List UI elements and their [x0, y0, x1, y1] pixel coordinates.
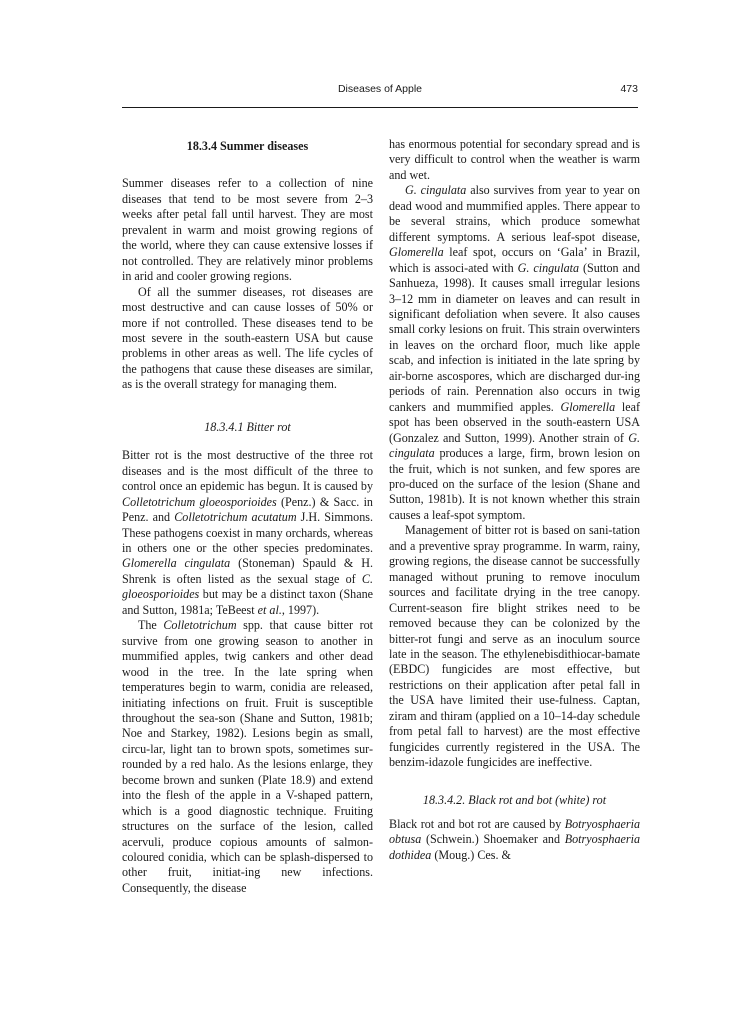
subsection-heading: 18.3.4.1 Bitter rot — [204, 419, 291, 434]
paragraph — [122, 285, 373, 393]
paragraph — [389, 817, 640, 863]
left-column — [122, 137, 373, 896]
text-run: (Stoneman) Spauld & H. Shrenk is often listed as the sexual stage of — [122, 556, 373, 586]
paragraph — [389, 137, 640, 183]
text-run: Summer diseases refer to a collection of nine diseases that tend to be most severe from 2–3 weeks after petal fall until harvest. They are most prevalent in warm and moist growing regions of the world, where they can cause extensive losses if not controlled. They are relatively minor problems in arid and cooler growing regions. — [122, 176, 373, 284]
text-run: but may be a distinct taxon (Shane and Sutton, 1981a; TeBeest — [122, 587, 373, 617]
text-run: Black rot and bot rot are caused by — [389, 817, 565, 832]
paragraph — [122, 448, 373, 618]
text-run: , 1997). — [281, 602, 320, 617]
text-run: Management of bitter rot is based on sani-tation and a preventive spray programme. In warm, rainy, growing regions, the disease cannot be successfully managed without pruning to remove inoculum sources and facilitate drying in the tree canopy. Current-season fire blight strikes need to be removed because they can be colonized by the bitter-rot fungi and serve as an inoculum source late in the season. The ethylenebisdithiocar-bamate (EBDC) fungicides are most effective, but restrictions on their application after petal fall in the USA have limited their use-fulness. Captan, ziram and thiram (applied on a 10–14-day schedule from petal fall to harvest) are the most effective fungicides currently registered in the USA. The benzim-idazole fungicides are ineffective. — [389, 523, 640, 770]
text-run: The — [138, 618, 164, 633]
right-column — [389, 137, 640, 863]
italic-term: Glomerella cingulata — [122, 556, 231, 571]
italic-term: G. cingulata — [405, 183, 467, 198]
italic-term: Colletotrichum gloeosporioides — [122, 494, 277, 509]
italic-term: G. cingulata — [389, 430, 640, 461]
italic-term: C. gloeosporioides — [122, 571, 373, 602]
italic-term: Colletotrichum acutatum — [174, 510, 297, 525]
section-heading: 18.3.4 Summer diseases — [186, 139, 309, 153]
text-run: (Penz.) & Sacc. in Penz. and — [122, 494, 373, 525]
text-run: (Sutton and Sanhueza, 1998). It causes small irregular lesions 3–12 mm in diameter on leaves and can result in significant defoliation when severe. It also causes small corky lesions on fruit. This strain overwinters in leaves on the orchard floor, much like apple scab, and infection is initiated in the late spring by air-borne ascospores, which are discharged dur-ing periods of rain. Perennation also occurs in twig cankers and mummified apples. — [389, 260, 640, 414]
header-rule — [122, 107, 638, 108]
paragraph — [122, 176, 373, 284]
italic-term: Colletotrichum — [163, 618, 237, 633]
italic-term: et al. — [257, 602, 282, 617]
text-run: Bitter rot is the most destructive of the three rot diseases and is the most difficult of the three to control once an epidemic has begun. It is caused by — [122, 448, 373, 494]
text-run: J.H. Simmons. These pathogens coexist in many orchards, whereas in others one or the other species predominates. — [122, 510, 374, 555]
text-run: produces a large, firm, brown lesion on the fruit, which is not sunken, and few spores are pro-duced on the surface of the lesion (Shane and Sutton, 1981b). It is not known whether this strain causes a leaf-spot symptom. — [389, 446, 640, 522]
italic-term: Glomerella — [389, 245, 444, 260]
page-number: 473 — [620, 83, 638, 95]
italic-term: Botryosphaeria dothidea — [389, 832, 640, 862]
text-run: also survives from year to year on dead wood and mummified apples. There appear to be several strains, which produce somewhat different symptoms. A serious leaf-spot disease, — [389, 183, 640, 244]
text-run: Of all the summer diseases, rot diseases are most destructive and can cause losses of 50% or more if not controlled. These diseases tend to be most severe in the south-eastern USA but cause problems in other areas as well. The life cycles of the pathogens that cause these diseases are similar, as is the overall strategy for managing them. — [122, 284, 373, 392]
text-run: has enormous potential for secondary spread and is very difficult to control when the weather is warm and wet. — [389, 137, 640, 182]
running-head — [122, 83, 638, 99]
italic-term: G. cingulata — [517, 260, 580, 275]
text-run: leaf spot, occurs on ‘Gala’ in Brazil, which is associ-ated with — [389, 245, 640, 275]
text-run: (Schwein.) Shoemaker and — [421, 832, 565, 847]
text-run: leaf spot has been observed in the south-eastern USA (Gonzalez and Sutton, 1999). Another strain of — [389, 399, 640, 445]
paragraph — [122, 618, 373, 896]
italic-term: Glomerella — [560, 399, 616, 414]
italic-term: Botryosphaeria obtusa — [389, 817, 640, 847]
text-run: spp. that cause bitter rot survive from one growing season to another in mummified apples, twig cankers and other dead wood in the tree. In the late spring when temperatures begin to warm, conidia are released, initiating infections on fruit. Fruit is susceptible throughout the sea-son (Shane and Sutton, 1981b; Noe and Starkey, 1982). Lesions begin as small, circu-lar, light tan to brown spots, sometimes sur-rounded by a red halo. As the lesions enlarge, they become brown and sunken (Plate 18.9) and extend into the flesh of the apple in a V-shaped pattern, which is a good diagnostic technique. Fruiting structures on the surface of the lesion, called acervuli, produce copious amounts of salmon-coloured conidia, which can be splash-dispersed to other fruit, initiat-ing new infections. Consequently, the disease — [122, 618, 374, 895]
paragraph — [389, 523, 640, 770]
paragraph — [389, 183, 640, 523]
text-run: (Moug.) Ces. & — [431, 847, 511, 862]
running-head-title: Diseases of Apple — [337, 83, 423, 95]
subsection-heading: 18.3.4.2. Black rot and bot (white) rot — [422, 792, 607, 807]
